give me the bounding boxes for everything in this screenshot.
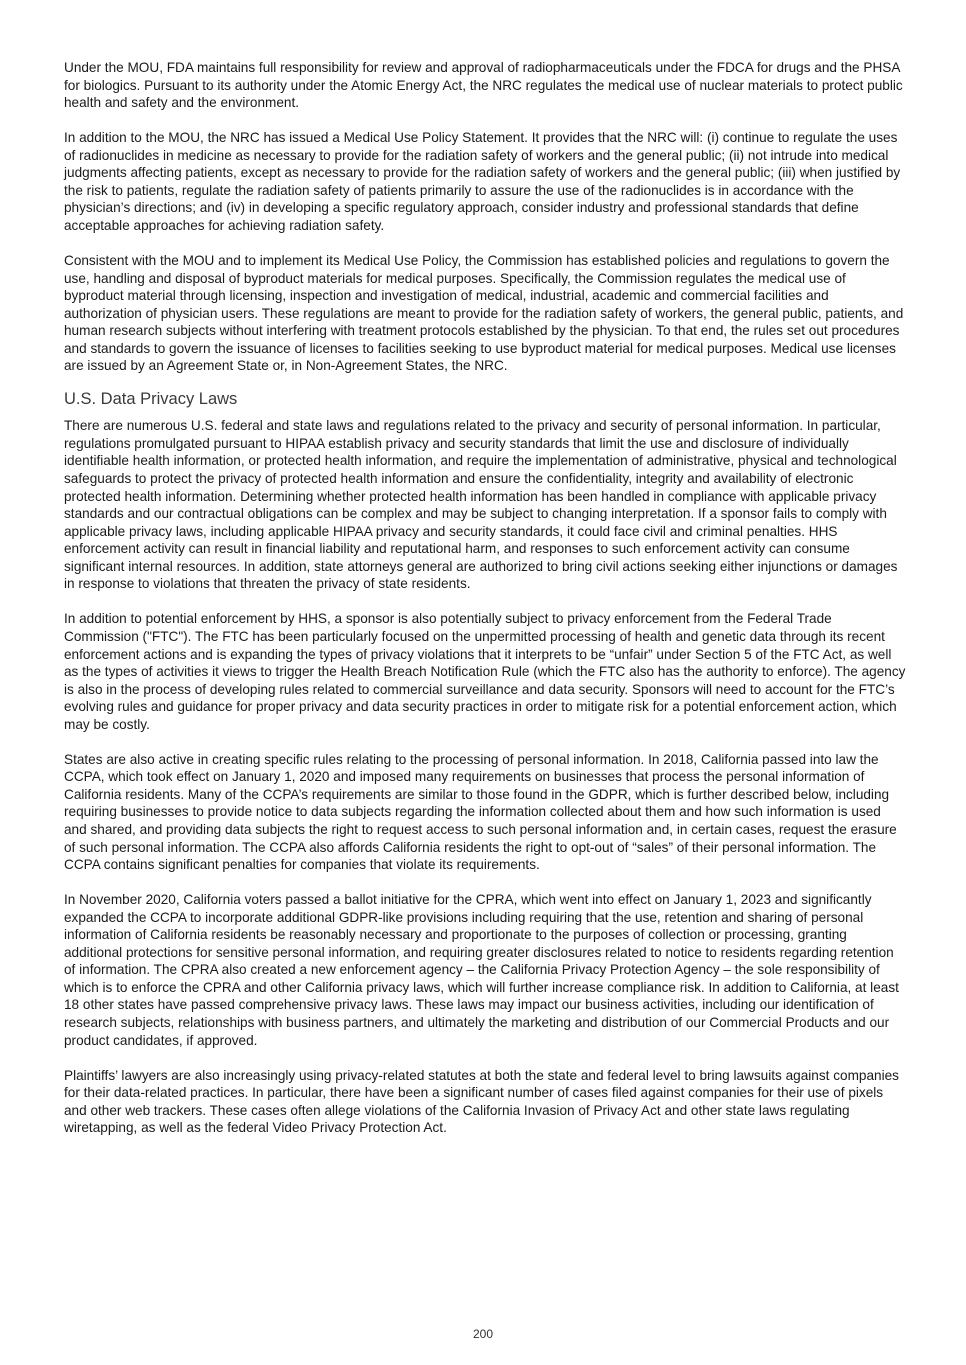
paragraph-medical-use-policy: In addition to the MOU, the NRC has issued a Medical Use Policy Statement. It provides that the NRC will: (i) continue to regulate the uses of radionuclides in medicine as necessary to provide for the radiation safety of workers and the general public; (ii) not intrude into medical judgments affecting patients, except as necessary to provide for the radiation safety of workers and the general public; (iii) when justified by the risk to patients, regulate the radiation safety of patients primarily to assure the use of the radionuclides is in accordance with the physician’s directions; and (iv) in developing a specific regulatory approach, consider industry and professional standards that define acceptable approaches for achieving radiation safety.: [64, 130, 901, 233]
paragraph-privacy-ccpa: States are also active in creating specific rules relating to the processing of personal information. In 2018, California passed into law the CCPA, which took effect on January 1, 2020 and imposed many requirements on businesses that process the personal information of California residents. Many of the CCPA’s requirements are similar to those found in the GDPR, which is further described below, including requiring businesses to provide notice to data subjects regarding the information collected about them and how such information is used and shared, and providing data subjects the right to request access to such personal information and, in certain cases, request the erasure of such personal information. The CCPA also affords California residents the right to opt-out of “sales” of their personal information. The CCPA contains significant penalties for companies that violate its requirements.: [64, 751, 897, 873]
document-page: [64, 59, 906, 1154]
paragraph-privacy-ftc: In addition to potential enforcement by HHS, a sponsor is also potentially subject to privacy enforcement from the Federal Trade Commission ("FTC"). The FTC has been particularly focused on the unpermitted processing of health and genetic data through its recent enforcement actions and is expanding the types of privacy violations that it interprets to be “unfair” under Section 5 of the FTC Act, as well as the types of activities it views to trigger the Health Breach Notification Rule (which the FTC also has the authority to enforce). The agency is also in the process of developing rules related to commercial surveillance and data security. Sponsors will need to account for the FTC’s evolving rules and guidance for proper privacy and data security practices in order to mitigate risk for a potential enforcement action, which may be costly.: [64, 611, 906, 732]
paragraph-privacy-cpra: In November 2020, California voters passed a ballot initiative for the CPRA, which went into effect on January 1, 2023 and significantly expanded the CCPA to incorporate additional GDPR-like provisions including requiring that the use, retention and sharing of personal information of California residents be reasonably necessary and proportionate to the purposes of collection or processing, granting additional protections for sensitive personal information, and requiring greater disclosures related to notice to residents regarding retention of information. The CPRA also created a new enforcement agency – the California Privacy Protection Agency – the sole responsibility of which is to enforce the CPRA and other California privacy laws, which will further increase compliance risk. In addition to California, at least 18 other states have passed comprehensive privacy laws. These laws may impact our business activities, including our identification of research subjects, relationships with business partners, and ultimately the marketing and distribution of our Commercial Products and our product candidates, if approved.: [64, 892, 899, 1048]
section-heading-privacy: U.S. Data Privacy Laws: [64, 390, 238, 409]
paragraph-commission-policies: Consistent with the MOU and to implement its Medical Use Policy, the Commission has established policies and regulations to govern the use, handling and disposal of byproduct materials for medical purposes. Specifically, the Commission regulates the medical use of byproduct material through licensing, inspection and investigation of medical, industrial, academic and commercial facilities and authorization of physician users. These regulations are meant to provide for the radiation safety of workers, the general public, patients, and human research subjects without interfering with treatment protocols established by the physician. To that end, the rules set out procedures and standards to govern the issuance of licenses to facilities seeking to use byproduct material for medical purposes. Medical use licenses are issued by an Agreement State or, in Non-Agreement States, the NRC.: [64, 253, 904, 374]
paragraph-privacy-lawsuits: Plaintiffs’ lawyers are also increasingly using privacy-related statutes at both the state and federal level to bring lawsuits against companies for their data-related practices. In particular, there have been a significant number of cases filed against companies for their use of pixels and other web trackers. These cases often allege violations of the California Invasion of Privacy Act and other state laws regulating wiretapping, as well as the federal Video Privacy Protection Act.: [64, 1067, 899, 1136]
paragraph-privacy-hipaa: There are numerous U.S. federal and state laws and regulations related to the privacy and security of personal information. In particular, regulations promulgated pursuant to HIPAA establish privacy and security standards that limit the use and disclosure of individually identifiable health information, or protected health information, and require the implementation of administrative, physical and technological safeguards to protect the privacy of protected health information and ensure the confidentiality, integrity and availability of electronic protected health information. Determining whether protected health information has been handled in compliance with applicable privacy standards and our contractual obligations can be complex and may be subject to changing interpretation. If a sponsor fails to comply with applicable privacy laws, including applicable HIPAA privacy and security standards, it could face civil and criminal penalties. HHS enforcement activity can result in financial liability and reputational harm, and responses to such enforcement activity can consume significant internal resources. In addition, state attorneys general are authorized to bring civil actions seeking either injunctions or damages in response to violations that threaten the privacy of state residents.: [64, 418, 898, 592]
paragraph-mou-intro: Under the MOU, FDA maintains full responsibility for review and approval of radiopharmaceuticals under the FDCA for drugs and the PHSA for biologics. Pursuant to its authority under the Atomic Energy Act, the NRC regulates the medical use of nuclear materials to protect public health and safety and the environment.: [64, 60, 903, 111]
page-number: 200: [472, 1327, 494, 1341]
